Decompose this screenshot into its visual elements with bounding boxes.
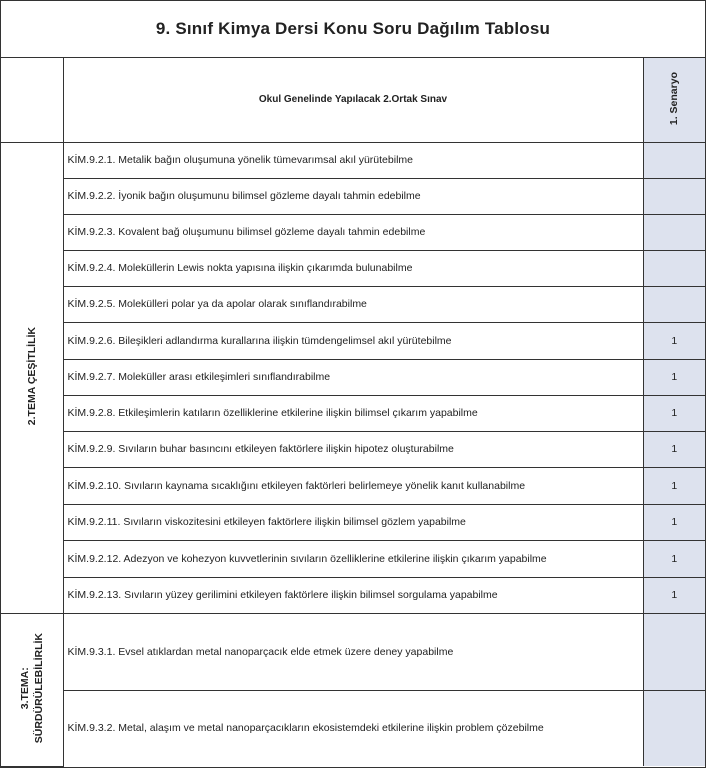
page-title: 9. Sınıf Kimya Dersi Konu Soru Dağılım Tablosu	[1, 1, 705, 58]
table-row	[1, 431, 705, 467]
question-count-cell: 1	[643, 504, 705, 540]
outcome-text: KİM.9.2.4. Moleküllerin Lewis nokta yapısına ilişkin çıkarımda bulunabilme	[63, 250, 643, 286]
table-row	[1, 214, 705, 250]
question-count-cell	[643, 690, 705, 766]
question-count-cell: 1	[643, 395, 705, 431]
theme-name-line1: 3.TEMA:	[18, 667, 31, 709]
table-row	[1, 690, 705, 766]
table-row	[1, 577, 705, 613]
exam-header: Okul Genelinde Yapılacak 2.Ortak Sınav	[63, 58, 643, 142]
question-count-cell: 1	[643, 359, 705, 395]
question-count-cell: 1	[643, 322, 705, 359]
table-row	[1, 613, 705, 690]
distribution-table	[1, 58, 705, 767]
table-row	[1, 250, 705, 286]
table-row	[1, 540, 705, 577]
outcome-text: KİM.9.2.6. Bileşikleri adlandırma kurallarına ilişkin tümdengelimsel akıl yürütebilme	[63, 322, 643, 359]
outcome-text: KİM.9.3.2. Metal, alaşım ve metal nanoparçacıkların ekosistemdeki etkilerine ilişkin problem çözebilme	[63, 690, 643, 766]
question-count-cell	[643, 214, 705, 250]
table-row	[1, 504, 705, 540]
table-row	[1, 359, 705, 395]
outcome-text: KİM.9.2.2. İyonik bağın oluşumunu bilimsel gözleme dayalı tahmin edebilme	[63, 178, 643, 214]
scenario-header-label: 1. Senaryo	[668, 71, 681, 125]
table-row	[1, 142, 705, 178]
theme-cell	[1, 142, 63, 613]
outcome-text: KİM.9.2.13. Sıvıların yüzey gerilimini etkileyen faktörlere ilişkin bilimsel sorgulama yapabilme	[63, 577, 643, 613]
theme-name: 2.TEMA ÇEŞİTLİLİK	[25, 326, 38, 426]
question-count-cell	[643, 286, 705, 322]
table-row	[1, 322, 705, 359]
theme-name-line2: SÜRDÜRÜLEBİLİRLİK	[32, 632, 45, 744]
outcome-text: KİM.9.2.3. Kovalent bağ oluşumunu bilimsel gözleme dayalı tahmin edebilme	[63, 214, 643, 250]
outcome-text: KİM.9.2.8. Etkileşimlerin katıların özelliklerine etkilerine ilişkin bilimsel çıkarım yapabilme	[63, 395, 643, 431]
table-row	[1, 286, 705, 322]
theme-cell	[1, 613, 63, 766]
table-row	[1, 178, 705, 214]
theme-label	[26, 327, 38, 425]
outcome-text: KİM.9.2.7. Moleküller arası etkileşimleri sınıflandırabilme	[63, 359, 643, 395]
question-count-cell: 1	[643, 467, 705, 504]
outcome-text: KİM.9.2.12. Adezyon ve kohezyon kuvvetlerinin sıvıların özelliklerine etkilerine ilişkin çıkarım yapabilme	[63, 540, 643, 577]
outcome-text: KİM.9.3.1. Evsel atıklardan metal nanoparçacık elde etmek üzere deney yapabilme	[63, 613, 643, 690]
header-row	[1, 58, 705, 142]
header-empty-cell	[1, 58, 63, 142]
table-row	[1, 467, 705, 504]
outcome-text: KİM.9.2.11. Sıvıların viskozitesini etkileyen faktörlere ilişkin bilimsel gözlem yapabilme	[63, 504, 643, 540]
theme-label	[18, 633, 46, 743]
question-count-cell	[643, 142, 705, 178]
scenario-header	[643, 58, 705, 142]
question-count-cell: 1	[643, 540, 705, 577]
question-count-cell	[643, 250, 705, 286]
question-count-cell	[643, 613, 705, 690]
outcome-text: KİM.9.2.5. Molekülleri polar ya da apolar olarak sınıflandırabilme	[63, 286, 643, 322]
question-count-cell: 1	[643, 431, 705, 467]
outcome-text: KİM.9.2.9. Sıvıların buhar basıncını etkileyen faktörlere ilişkin hipotez oluşturabilme	[63, 431, 643, 467]
outcome-text: KİM.9.2.10. Sıvıların kaynama sıcaklığını etkileyen faktörleri belirlemeye yönelik kanıt kullanabilme	[63, 467, 643, 504]
table-row	[1, 395, 705, 431]
outcome-text: KİM.9.2.1. Metalik bağın oluşumuna yönelik tümevarımsal akıl yürütebilme	[63, 142, 643, 178]
question-count-cell: 1	[643, 577, 705, 613]
question-count-cell	[643, 178, 705, 214]
